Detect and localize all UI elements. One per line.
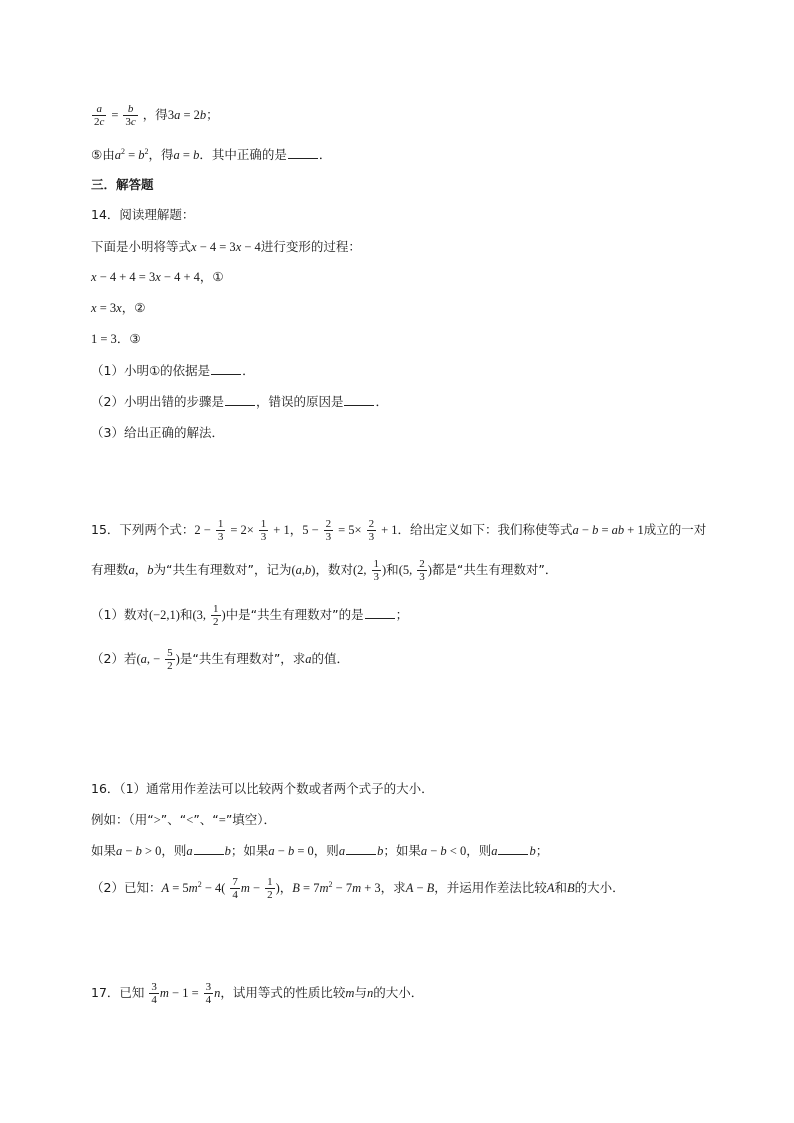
fraction: $\frac{1}{2}$ <box>213 603 219 628</box>
answer-blank[interactable] <box>288 146 318 159</box>
fraction: $\frac{3}{4}$ <box>205 981 212 1006</box>
answer-blank[interactable] <box>194 842 224 855</box>
fraction: $\frac{1}{3}$ <box>217 518 224 543</box>
q14-step3: 1 = 3．③ <box>91 331 141 346</box>
q14-title: 14．阅读理解题： <box>91 207 195 222</box>
answer-blank[interactable] <box>498 842 528 855</box>
q15-sub1: （1）数对(−2,1)和(3, $\frac{1}{2}$ )中是“共生有理数对”的是 ； <box>91 603 409 628</box>
q14-intro: 下面是小明将等式x − 4 = 3x − 4进行变形的过程： <box>91 239 361 254</box>
fraction: $\frac{1}{2}$ <box>267 876 273 901</box>
fraction: $\frac{7}{4}$ <box>232 876 238 901</box>
answer-blank[interactable] <box>211 362 241 375</box>
fraction: $\frac{3}{4}$ <box>151 981 157 1006</box>
fraction: $\frac{2}{3}$ <box>419 558 425 583</box>
q17-line1: 17．已知 $\frac{3}{4}$ m − 1 = $\frac{3}{4}$ n，试用等式的性质比较m与n的大小． <box>91 981 424 1006</box>
q15-line1: 15．下列两个式：2 − $\frac{1}{3}$ = 2× $\frac{1}{3}$ + 1，5 − $\frac{2}{3}$ = 5× $\frac{2}{3}$ + 1．给出定义如下：我们称使等式a − b = ab + 1成立的一对 <box>91 518 707 543</box>
fraction: $\frac{1}{3}$ <box>373 558 379 583</box>
q14-sub3: （3）给出正确的解法． <box>91 425 224 440</box>
q13-item4: $\frac{a}{2c}$ = $\frac{b}{3c}$ ，得3a = 2b； <box>94 103 219 128</box>
q16-line3: 如果a − b > 0，则a b；如果a − b = 0，则a b；如果a − b < 0，则a b； <box>91 843 549 858</box>
fraction: $\frac{1}{3}$ <box>260 518 267 543</box>
fraction: $\frac{5}{2}$ <box>167 647 173 672</box>
q14-step1: x − 4 + 4 = 3x − 4 + 4，① <box>91 269 224 284</box>
q15-line2: 有理数a，b为“共生有理数对”，记为(a,b)，数对(2, $\frac{1}{3}$ )和(5, $\frac{2}{3}$ )都是“共生有理数对”． <box>91 558 558 583</box>
fraction: $\frac{b}{3c}$ <box>125 103 136 128</box>
q14-step2: x = 3x，② <box>91 300 146 315</box>
fraction: $\frac{a}{2c}$ <box>94 103 105 128</box>
q16-line1: 16．（1）通常用作差法可以比较两个数或者两个式子的大小． <box>91 781 434 796</box>
q14-sub1: （1）小明①的依据是 ． <box>91 363 255 378</box>
answer-blank[interactable] <box>344 393 374 406</box>
answer-blank[interactable] <box>346 842 376 855</box>
fraction: $\frac{2}{3}$ <box>368 518 375 543</box>
q16-line4: （2）已知：$A = 5m^2 - 4$( $\frac{7}{4}$ m − $\frac{1}{2}$ )，$B = 7m^2 - 7m + 3$，求A − B，并运用作差法比较A和B的大小． <box>91 876 625 901</box>
q15-sub2: （2）若(a, − $\frac{5}{2}$ )是“共生有理数对”，求a的值． <box>91 647 350 672</box>
q14-sub2: （2）小明出错的步骤是 ，错误的原因是 ． <box>91 394 388 409</box>
q13-item5: ⑤由$a^2 = b^2$，得a = b．其中正确的是 ． <box>91 147 332 162</box>
section-title: 三．解答题 <box>91 177 154 192</box>
answer-blank[interactable] <box>365 606 395 619</box>
answer-blank[interactable] <box>225 393 255 406</box>
q16-line2: 例如：（用“>”、“<”、“=”填空）． <box>91 812 277 827</box>
fraction: $\frac{2}{3}$ <box>325 518 332 543</box>
